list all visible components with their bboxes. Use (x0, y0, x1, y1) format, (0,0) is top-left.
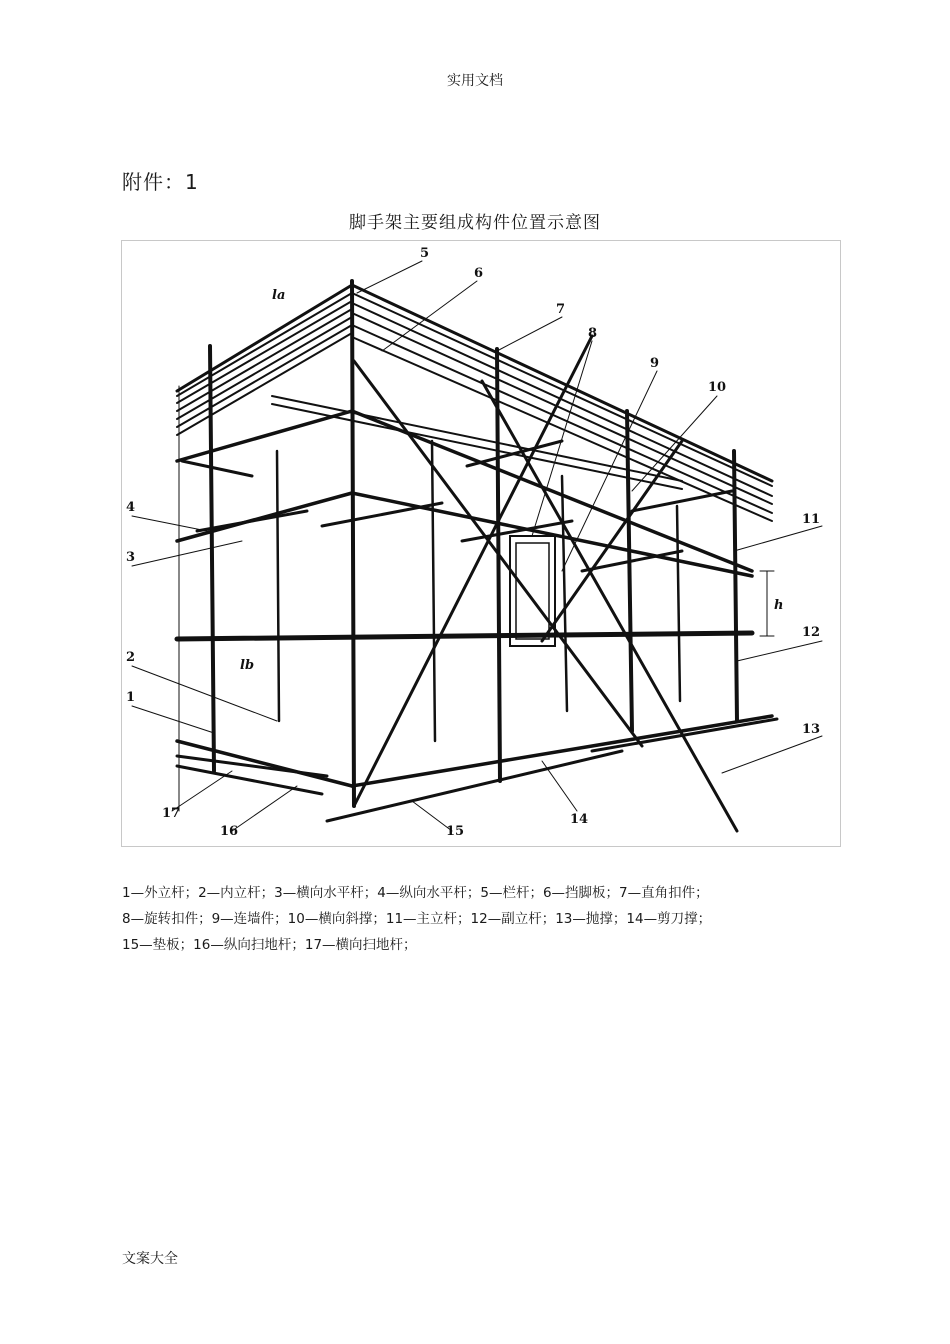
inner-standards (277, 441, 680, 741)
dim-lb: lb (240, 658, 255, 673)
callout-12: 12 (802, 625, 821, 640)
scaffold-drawing (122, 241, 840, 846)
callout-14: 14 (570, 812, 589, 827)
ledgers (177, 411, 772, 786)
callout-10: 10 (708, 380, 727, 395)
scaffold-diagram (121, 240, 841, 847)
callout-leaders (132, 261, 822, 831)
figure-title: 脚手架主要组成构件位置示意图 (349, 213, 601, 233)
callout-5: 5 (420, 246, 430, 261)
page-header: 实用文档 (447, 73, 503, 89)
dim-la: la (272, 288, 286, 303)
page-footer: 文案大全 (122, 1251, 178, 1267)
attachment-label: 附件：1 (122, 170, 199, 194)
callout-labels (126, 246, 820, 839)
callout-11: 11 (802, 512, 821, 527)
callout-9: 9 (650, 356, 660, 371)
callout-15: 15 (446, 824, 465, 839)
callout-13: 13 (802, 722, 821, 737)
legend-line-2: 8—旋转扣件；9—连墙件；10—横向斜撑；11—主立杆；12—副立杆；13—抛撑；14—剪刀撑； (122, 911, 712, 927)
callout-16: 16 (220, 824, 239, 839)
callout-2: 2 (126, 650, 136, 665)
callout-7: 7 (556, 302, 566, 317)
cross-bracing (354, 336, 737, 831)
callout-4: 4 (126, 500, 136, 515)
callout-6: 6 (474, 266, 484, 281)
callout-1: 1 (126, 690, 136, 705)
callout-3: 3 (126, 550, 136, 565)
callout-17: 17 (162, 806, 181, 821)
callout-8: 8 (588, 326, 598, 341)
dim-h: h (774, 598, 784, 613)
transoms (182, 441, 732, 571)
legend-line-3: 15—垫板；16—纵向扫地杆；17—横向扫地杆； (122, 937, 417, 953)
toe-board-slats (177, 293, 772, 521)
legend-line-1: 1—外立杆；2—内立杆；3—横向水平杆；4—纵向水平杆；5—栏杆；6—挡脚板；7—直角扣件； (122, 885, 709, 901)
figure-legend (122, 880, 842, 958)
sole-boards (177, 719, 777, 821)
